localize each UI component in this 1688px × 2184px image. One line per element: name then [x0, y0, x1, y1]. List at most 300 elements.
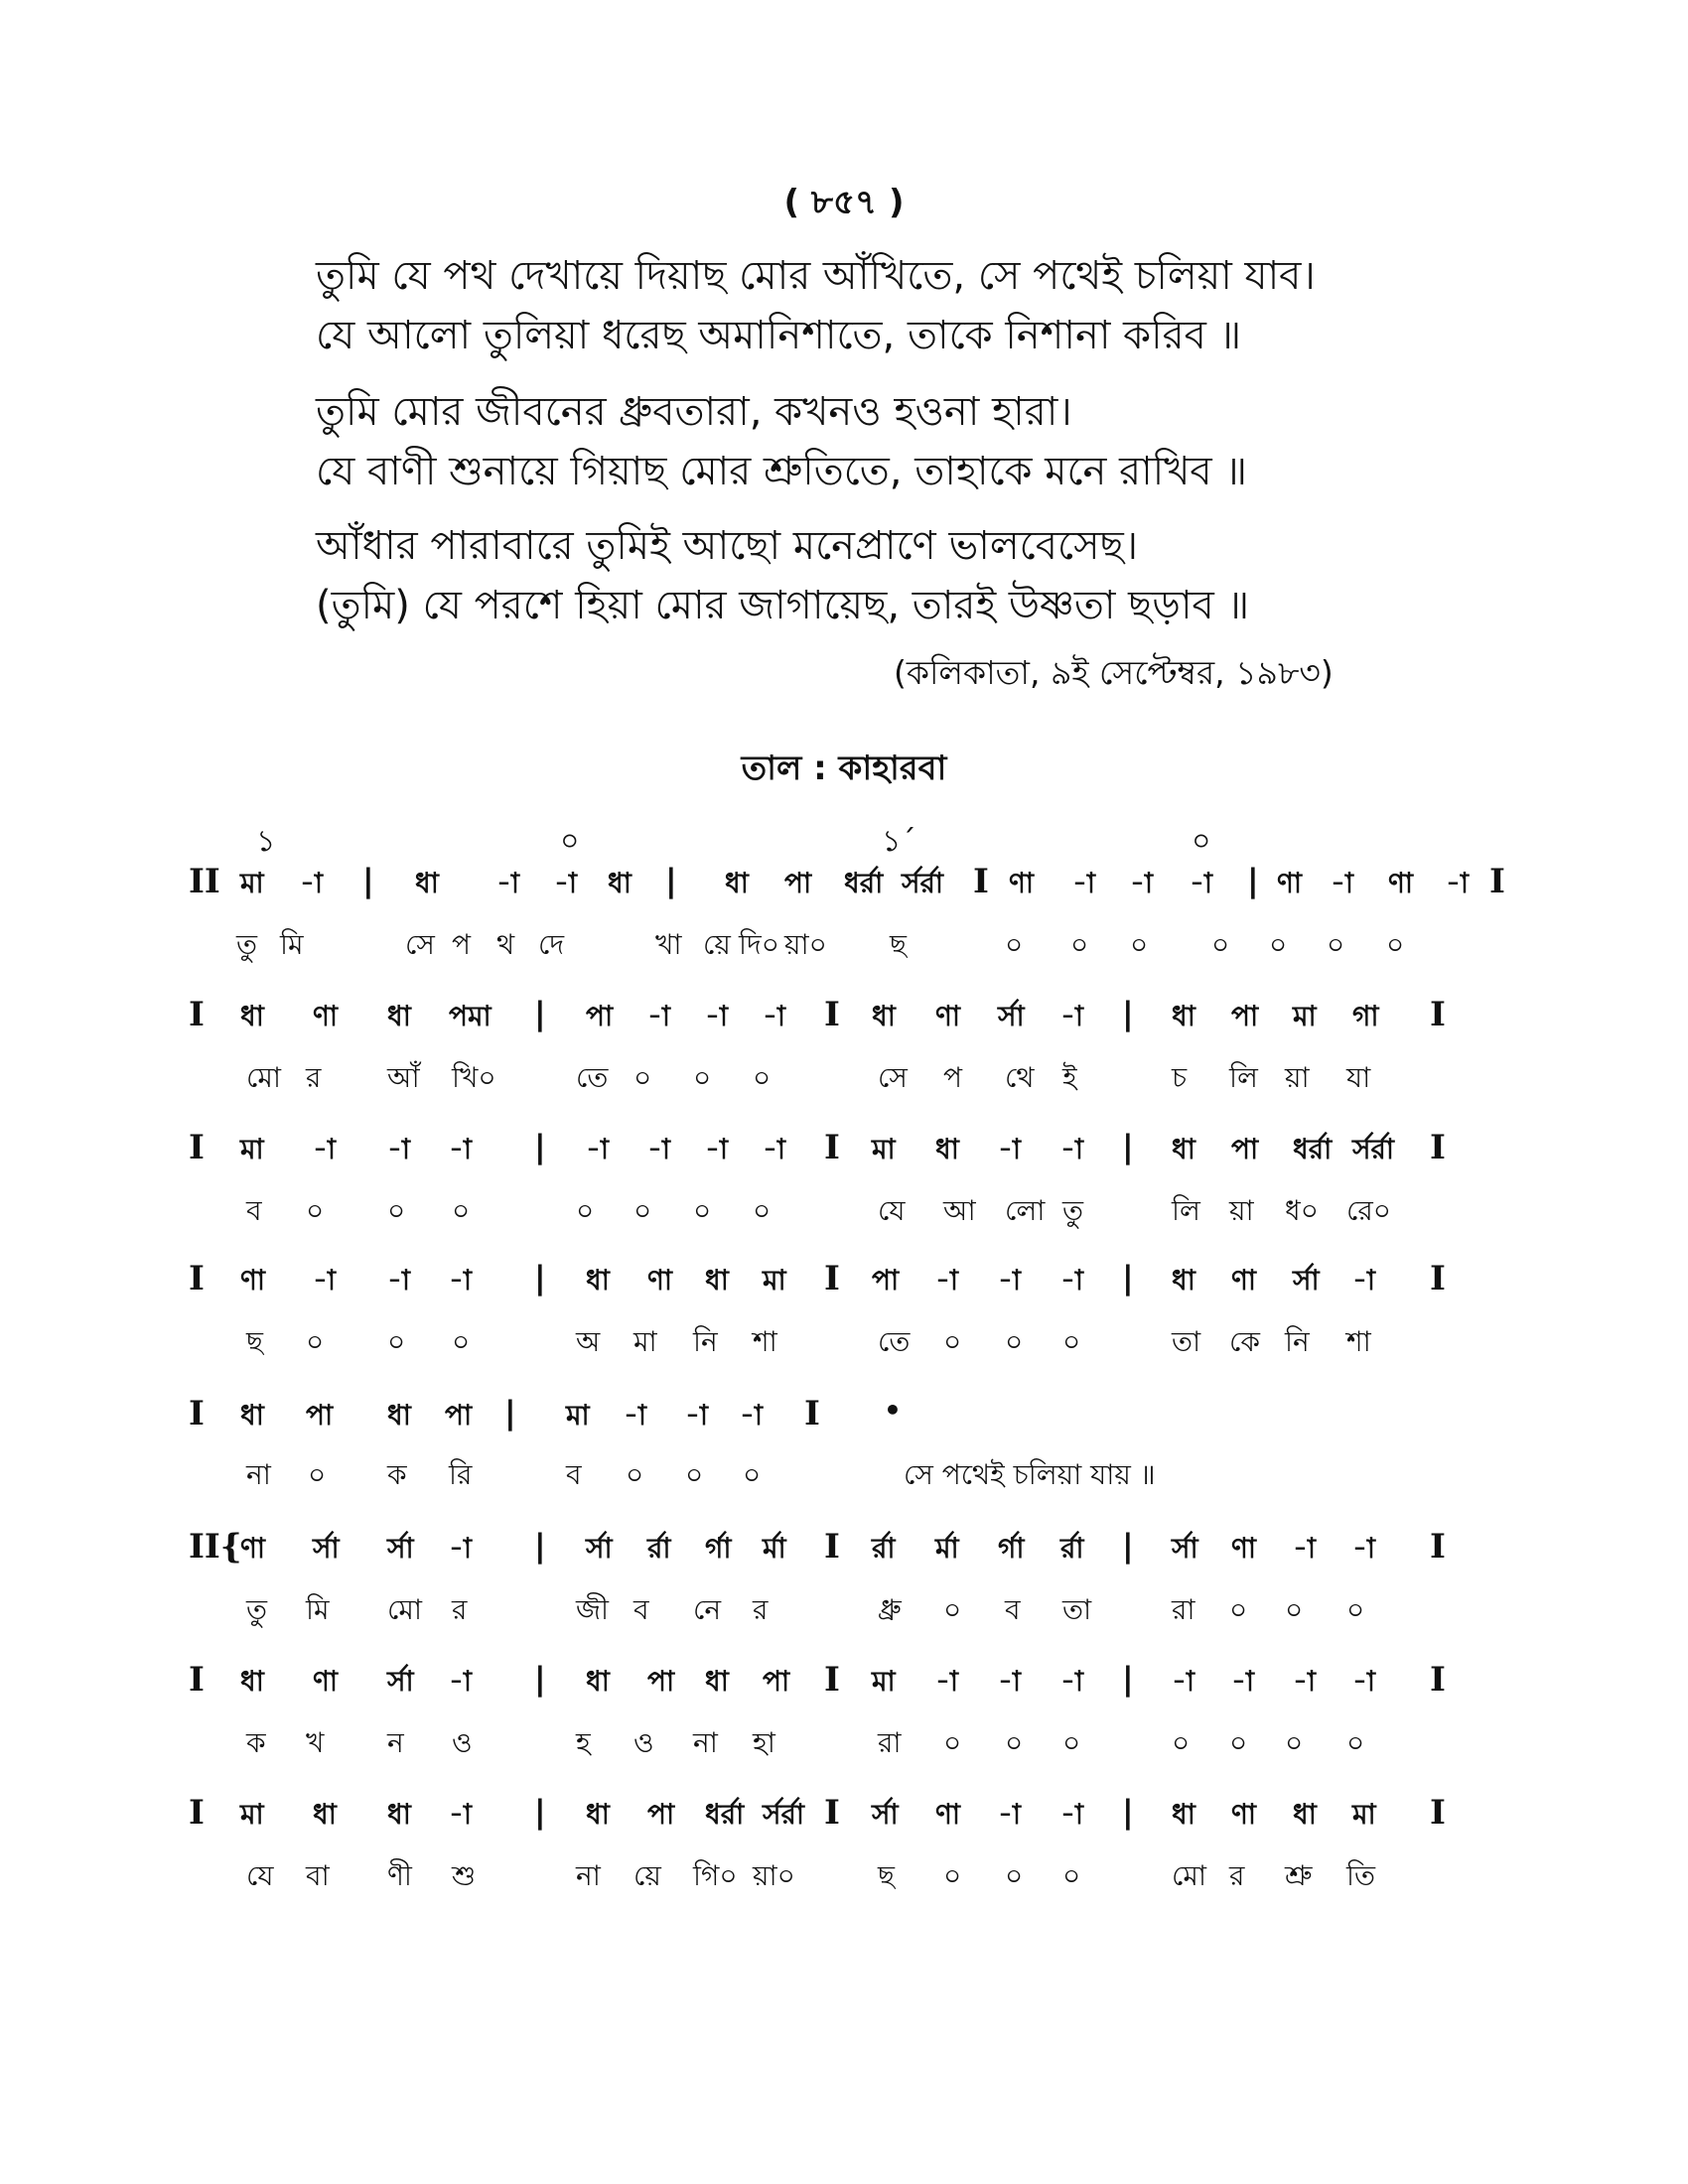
note: পা	[763, 1665, 790, 1698]
lyric-syllable: দে	[538, 928, 565, 961]
note: ধর্রা	[705, 1798, 745, 1831]
lyric-syllable: ০	[1211, 928, 1230, 961]
note: ণা	[1009, 867, 1035, 899]
note: র্গা	[998, 1532, 1025, 1565]
note: র্সা	[387, 1532, 414, 1565]
notation-lyrics-row	[189, 923, 1479, 965]
barline: |	[534, 1660, 546, 1698]
lyric-syllable: মা	[633, 1325, 657, 1358]
poem-line: (তুমি) যে পরশে হিয়া মোর জাগায়েছ, তারই উষ্ণতা ছড়াব ॥	[316, 583, 1250, 628]
lyric-syllable: ০	[1062, 1325, 1081, 1358]
note: -া	[647, 1000, 671, 1032]
note: ধা	[1293, 1798, 1317, 1831]
notation-notes-row	[189, 862, 1505, 903]
lyric-syllable: হ	[576, 1726, 591, 1759]
note: -া	[300, 867, 324, 899]
lyric-syllable: তে	[576, 1061, 609, 1094]
lyric-syllable: ০	[685, 1458, 704, 1491]
note: পা	[1231, 1000, 1259, 1032]
note: -া	[449, 1532, 473, 1565]
poem-line: তুমি মোর জীবনের ধ্রুবতারা, কখনও হওনা হারা।	[316, 389, 1072, 435]
note: মা	[240, 867, 264, 899]
lyric-syllable: শা	[1346, 1325, 1371, 1358]
note: র্সা	[387, 1665, 414, 1698]
lyric-syllable: ০	[308, 1458, 327, 1491]
lyric-syllable: মো	[1172, 1859, 1207, 1892]
section-barline: I	[824, 1660, 840, 1700]
lyric-syllable: ০	[1005, 928, 1024, 961]
lyric-syllable: না	[246, 1458, 271, 1491]
section-barline: I	[824, 1527, 840, 1567]
note: ণা	[1231, 1264, 1257, 1297]
lyric-syllable: ধ০	[1285, 1194, 1319, 1227]
note: র্সা	[313, 1532, 340, 1565]
note: ধা	[387, 1798, 411, 1831]
note: ধা	[1172, 1798, 1196, 1831]
note: -া	[1060, 1264, 1084, 1297]
lyric-syllable: ০	[1005, 1325, 1024, 1358]
section-barline: I	[824, 1793, 840, 1833]
lyric-syllable: ই	[1062, 1061, 1077, 1094]
section-barline: I	[1430, 1128, 1446, 1167]
lyric-syllable: য়া	[1229, 1194, 1254, 1227]
barline: |	[1122, 1793, 1134, 1831]
lyric-syllable: প	[943, 1061, 963, 1094]
notation-notes-row	[189, 1527, 1479, 1569]
lyric-syllable: ব	[1005, 1593, 1021, 1626]
note: র্মা	[763, 1532, 786, 1565]
note: -া	[1130, 867, 1154, 899]
note: ধা	[705, 1264, 729, 1297]
lyric-syllable: ধ্রু	[878, 1593, 902, 1626]
section-barline: I	[804, 1394, 820, 1433]
note: পা	[784, 867, 812, 899]
note: -া	[1072, 867, 1096, 899]
note: ধা	[1172, 1264, 1196, 1297]
lyric-syllable: ০	[452, 1325, 471, 1358]
lyric-syllable: ০	[452, 1194, 471, 1227]
note: -া	[1060, 1133, 1084, 1165]
notation-notes-row	[189, 1259, 1479, 1300]
notation-lyrics-row	[189, 1588, 1479, 1630]
note: ধা	[935, 1133, 959, 1165]
barline: |	[534, 995, 546, 1032]
lyric-syllable: য়ে	[633, 1859, 661, 1892]
notation-notes-row	[189, 1793, 1479, 1835]
lyric-syllable: ০	[1070, 928, 1089, 961]
lyric-syllable: ০	[1346, 1593, 1365, 1626]
note: -া	[449, 1665, 473, 1698]
note: মা	[1352, 1798, 1376, 1831]
beat-marker: ১´	[882, 824, 916, 859]
section-barline: I	[824, 1128, 840, 1167]
note: ধা	[1172, 1000, 1196, 1032]
lyric-syllable: ০	[626, 1458, 644, 1491]
note: মা	[763, 1264, 786, 1297]
note: -া	[1352, 1665, 1376, 1698]
note: ধা	[586, 1665, 610, 1698]
lyric-syllable: শা	[753, 1325, 777, 1358]
lyric-syllable: য়া০	[753, 1859, 795, 1892]
note: ণা	[1231, 1532, 1257, 1565]
lyric-syllable: তি	[1346, 1859, 1376, 1892]
lyric-syllable: লি	[1172, 1194, 1200, 1227]
lyric-syllable: ০	[753, 1061, 772, 1094]
note: র্সা	[872, 1798, 899, 1831]
lyric-syllable: রা	[1172, 1593, 1196, 1626]
lyric-syllable: ০	[633, 1194, 652, 1227]
notation-lyrics-row	[189, 1453, 1479, 1495]
lyric-syllable: ০	[306, 1325, 325, 1358]
lyric-syllable: আঁ	[387, 1061, 420, 1094]
lyric-syllable: থে	[1005, 1061, 1035, 1094]
note: র্সর্রা	[763, 1798, 805, 1831]
lyric-syllable: যে	[878, 1194, 906, 1227]
note: র্রা	[872, 1532, 896, 1565]
note: -া	[1172, 1665, 1196, 1698]
section-barline: I	[824, 1259, 840, 1298]
note: -া	[1293, 1665, 1317, 1698]
lyric-syllable: ০	[1062, 1859, 1081, 1892]
lyric-syllable: তু	[246, 1593, 268, 1626]
note: র্সা	[998, 1000, 1025, 1032]
lyric-syllable: র	[306, 1061, 322, 1094]
note: র্সা	[586, 1532, 613, 1565]
lyric-syllable: ০	[1130, 928, 1149, 961]
lyric-syllable: ০	[1327, 928, 1345, 961]
barline: |	[1122, 1660, 1134, 1698]
notation-lyrics-row	[189, 1854, 1479, 1896]
note: -া	[1060, 1798, 1084, 1831]
note: পা	[872, 1264, 900, 1297]
note: মা	[240, 1133, 264, 1165]
notation-lyrics-row	[189, 1189, 1479, 1231]
section-barline: II{	[189, 1527, 242, 1567]
lyric-syllable: যে	[246, 1859, 274, 1892]
lyric-syllable: রে০	[1346, 1194, 1391, 1227]
barline: |	[1122, 995, 1134, 1032]
notation-lyrics-row	[189, 1721, 1479, 1763]
tala-heading: তাল : কাহারবা	[741, 749, 947, 788]
lyric-syllable: আ	[943, 1194, 976, 1227]
note: ধা	[1172, 1133, 1196, 1165]
poem-line: যে বাণী শুনায়ে গিয়াছ মোর শ্রুতিতে, তাহাকে মনে রাখিব ॥	[316, 449, 1248, 494]
section-barline: I	[1489, 862, 1505, 901]
lyric-syllable: গি০	[693, 1859, 738, 1892]
note: -া	[1293, 1532, 1317, 1565]
note: পা	[306, 1399, 334, 1432]
lyric-syllable: খা	[655, 928, 682, 961]
lyric-syllable: ০	[1386, 928, 1405, 961]
beat-marker: ১	[256, 824, 276, 859]
note: -া	[685, 1399, 709, 1432]
lyric-syllable: মি	[280, 928, 304, 961]
lyric-syllable: ০	[943, 1325, 962, 1358]
note: -া	[935, 1665, 959, 1698]
lyric-syllable: র	[1229, 1859, 1245, 1892]
barline: |	[534, 1259, 546, 1297]
notation-lyrics-row	[189, 1056, 1479, 1098]
note: গা	[1352, 1000, 1379, 1032]
lyric-syllable: ছ	[890, 928, 907, 961]
lyric-syllable: রি	[449, 1458, 473, 1491]
note: র্রা	[1060, 1532, 1084, 1565]
lyric-syllable: খ	[306, 1726, 325, 1759]
note: পা	[445, 1399, 473, 1432]
poem-line: আঁধার পারাবারে তুমিই আছো মনেপ্রাণে ভালবেসেছ।	[316, 523, 1139, 569]
barline: |	[362, 862, 374, 899]
note: র্মা	[935, 1532, 959, 1565]
beat-markers	[0, 817, 1688, 857]
lyric-syllable: লি	[1229, 1061, 1258, 1094]
lyric-syllable: মো	[387, 1593, 423, 1626]
note: -া	[998, 1133, 1022, 1165]
note: মা	[1293, 1000, 1317, 1032]
lyric-syllable: ছ	[878, 1859, 895, 1892]
note: -া	[624, 1399, 647, 1432]
lyric-syllable: অ	[576, 1325, 601, 1358]
note: -া	[449, 1798, 473, 1831]
lyric-syllable: সে	[878, 1061, 908, 1094]
barline: |	[1247, 862, 1259, 899]
notation-notes-row	[189, 1128, 1479, 1169]
section-barline: I	[1430, 1660, 1446, 1700]
lyric-syllable: না	[576, 1859, 601, 1892]
section-barline: I	[1430, 995, 1446, 1034]
section-barline: I	[973, 862, 989, 901]
lyric-syllable: ০	[1229, 1726, 1248, 1759]
note: পা	[647, 1798, 675, 1831]
note: -া	[1446, 867, 1470, 899]
lyric-syllable: ০	[693, 1194, 712, 1227]
lyric-syllable: ০	[1005, 1859, 1024, 1892]
lyric-syllable: য়া	[1285, 1061, 1310, 1094]
section-barline: I	[189, 1394, 205, 1433]
note: ধা	[872, 1000, 896, 1032]
note: মা	[872, 1133, 896, 1165]
note: মা	[240, 1798, 264, 1831]
note: -া	[387, 1264, 411, 1297]
lyric-syllable: ০	[1346, 1726, 1365, 1759]
lyric-syllable: ব	[633, 1593, 649, 1626]
lyric-syllable: ০	[943, 1859, 962, 1892]
lyric-syllable: কে	[1229, 1325, 1260, 1358]
lyric-syllable: ০	[633, 1061, 652, 1094]
note: ধা	[387, 1399, 411, 1432]
lyric-syllable: নি	[1285, 1325, 1310, 1358]
lyric-syllable: য়া০	[784, 928, 827, 961]
note: •	[884, 1394, 902, 1427]
note: ধা	[240, 1000, 264, 1032]
note: ণা	[935, 1798, 961, 1831]
section-barline: I	[189, 995, 205, 1034]
note: র্সর্রা	[902, 867, 944, 899]
barline: |	[534, 1793, 546, 1831]
note: ধা	[705, 1665, 729, 1698]
lyric-syllable: ০	[743, 1458, 762, 1491]
note: -া	[313, 1133, 337, 1165]
barline: |	[1122, 1128, 1134, 1165]
lyric-syllable: ণী	[387, 1859, 412, 1892]
note: ণা	[1388, 867, 1414, 899]
lyric-syllable: মি	[306, 1593, 330, 1626]
section-barline: I	[824, 995, 840, 1034]
note: -া	[496, 867, 520, 899]
lyric-syllable: ০	[1269, 928, 1288, 961]
notation-notes-row	[189, 1660, 1479, 1702]
barline: |	[534, 1527, 546, 1565]
note: ধা	[415, 867, 439, 899]
note: ধা	[313, 1798, 337, 1831]
beat-marker: ০	[560, 824, 580, 859]
barline: |	[1122, 1259, 1134, 1297]
lyric-syllable: য়ে	[703, 928, 731, 961]
note: ণা	[1277, 867, 1303, 899]
lyric-syllable: বা	[306, 1859, 330, 1892]
lyric-syllable: ক	[387, 1458, 407, 1491]
note: -া	[935, 1264, 959, 1297]
section-barline: I	[1430, 1259, 1446, 1298]
page-number: ( ৮৫৭ )	[783, 183, 905, 222]
lyric-syllable: ও	[452, 1726, 473, 1759]
note: -া	[1231, 1665, 1255, 1698]
note: ণা	[313, 1000, 339, 1032]
lyric-syllable: না	[693, 1726, 718, 1759]
notation-lyrics-row	[189, 1320, 1479, 1362]
lyric-syllable: নি	[693, 1325, 718, 1358]
lyric-syllable: ০	[1285, 1593, 1304, 1626]
lyric-syllable: ব	[246, 1194, 262, 1227]
section-barline: II	[189, 862, 220, 901]
note: পা	[586, 1000, 614, 1032]
lyric-syllable: ক	[246, 1726, 266, 1759]
note: -া	[586, 1133, 610, 1165]
notation-notes-row	[189, 1394, 1479, 1435]
barline: |	[534, 1128, 546, 1165]
note: ণা	[647, 1264, 673, 1297]
note: পমা	[449, 1000, 492, 1032]
beat-marker: ০	[1192, 824, 1211, 859]
lyric-syllable: ০	[753, 1194, 772, 1227]
poem-line: যে আলো তুলিয়া ধরেছ অমানিশাতে, তাকে নিশানা করিব ॥	[316, 313, 1242, 358]
note: -া	[763, 1133, 786, 1165]
lyric-syllable: তু	[236, 928, 258, 961]
note: পা	[1231, 1133, 1259, 1165]
lyric-syllable: শু	[452, 1859, 477, 1892]
lyric-syllable: তু	[1062, 1194, 1084, 1227]
note: -া	[998, 1665, 1022, 1698]
section-barline: I	[1430, 1527, 1446, 1567]
lyric-syllable: ব	[566, 1458, 582, 1491]
lyric-syllable: ০	[387, 1194, 406, 1227]
lyric-syllable: তা	[1172, 1325, 1201, 1358]
section-barline: I	[189, 1793, 205, 1833]
note: -া	[387, 1133, 411, 1165]
note: মা	[566, 1399, 590, 1432]
lyric-syllable: ০	[1285, 1726, 1304, 1759]
lyric-syllable: শ্রু	[1285, 1859, 1313, 1892]
lyric-syllable: ০	[943, 1726, 962, 1759]
lyric-syllable: ০	[1005, 1726, 1024, 1759]
note: -া	[763, 1000, 786, 1032]
note: ধা	[240, 1399, 264, 1432]
poem-stanza-1	[316, 246, 1507, 365]
lyric-syllable: ০	[1172, 1726, 1191, 1759]
note: র্রা	[647, 1532, 671, 1565]
note: ধা	[725, 867, 749, 899]
note: র্সর্রা	[1352, 1133, 1395, 1165]
note: ধর্রা	[844, 867, 884, 899]
note: ণা	[1231, 1798, 1257, 1831]
lyric-syllable: র	[452, 1593, 468, 1626]
note: -া	[1060, 1000, 1084, 1032]
note: -া	[313, 1264, 337, 1297]
lyric-syllable: লো	[1005, 1194, 1046, 1227]
lyric-syllable: রা	[878, 1726, 902, 1759]
lyric-syllable: ন	[387, 1726, 404, 1759]
note: -া	[449, 1264, 473, 1297]
note: -া	[705, 1133, 729, 1165]
lyric-syllable: ০	[693, 1061, 712, 1094]
lyric-syllable: থ	[496, 928, 515, 961]
note: ণা	[240, 1532, 266, 1565]
note: -া	[705, 1000, 729, 1032]
lyric-syllable: ০	[943, 1593, 962, 1626]
note: মা	[872, 1665, 896, 1698]
lyric-syllable: ০	[1062, 1726, 1081, 1759]
lyric-syllable: জী	[576, 1593, 610, 1626]
section-barline: I	[189, 1259, 205, 1298]
lyric-syllable: ০	[576, 1194, 595, 1227]
note: ণা	[240, 1264, 266, 1297]
note: পা	[647, 1665, 675, 1698]
note: ধা	[240, 1665, 264, 1698]
note: ণা	[313, 1665, 339, 1698]
note: ণা	[935, 1000, 961, 1032]
note: ধা	[586, 1798, 610, 1831]
note: র্গা	[705, 1532, 732, 1565]
lyric-syllable: তা	[1062, 1593, 1092, 1626]
lyric-syllable: নে	[693, 1593, 722, 1626]
poem-stanza-2	[316, 382, 1507, 501]
lyric-syllable: সে	[405, 928, 435, 961]
lyric-syllable: সে পথেই চলিয়া যায় ॥	[904, 1458, 1156, 1491]
lyric-syllable: র	[753, 1593, 769, 1626]
lyric-syllable: ০	[387, 1325, 406, 1358]
note: -া	[1190, 867, 1213, 899]
lyric-syllable: ০	[306, 1194, 325, 1227]
lyric-syllable: যা	[1346, 1061, 1371, 1094]
note: -া	[1352, 1264, 1376, 1297]
poem-line: তুমি যে পথ দেখায়ে দিয়াছ মোর আঁখিতে, সে পথেই চলিয়া যাব।	[316, 253, 1316, 299]
note: -া	[740, 1399, 764, 1432]
note: -া	[449, 1133, 473, 1165]
section-barline: I	[189, 1128, 205, 1167]
notation-notes-row	[189, 995, 1479, 1036]
lyric-syllable: খি০	[452, 1061, 496, 1094]
note: র্সা	[1172, 1532, 1198, 1565]
barline: |	[504, 1394, 516, 1432]
lyric-syllable: ০	[1229, 1593, 1248, 1626]
barline: |	[1122, 1527, 1134, 1565]
lyric-syllable: দি০	[739, 928, 779, 961]
section-barline: I	[1430, 1793, 1446, 1833]
note: -া	[1352, 1532, 1376, 1565]
note: -া	[1331, 867, 1354, 899]
barline: |	[665, 862, 677, 899]
lyric-syllable: হা	[753, 1726, 775, 1759]
note: ধা	[387, 1000, 411, 1032]
